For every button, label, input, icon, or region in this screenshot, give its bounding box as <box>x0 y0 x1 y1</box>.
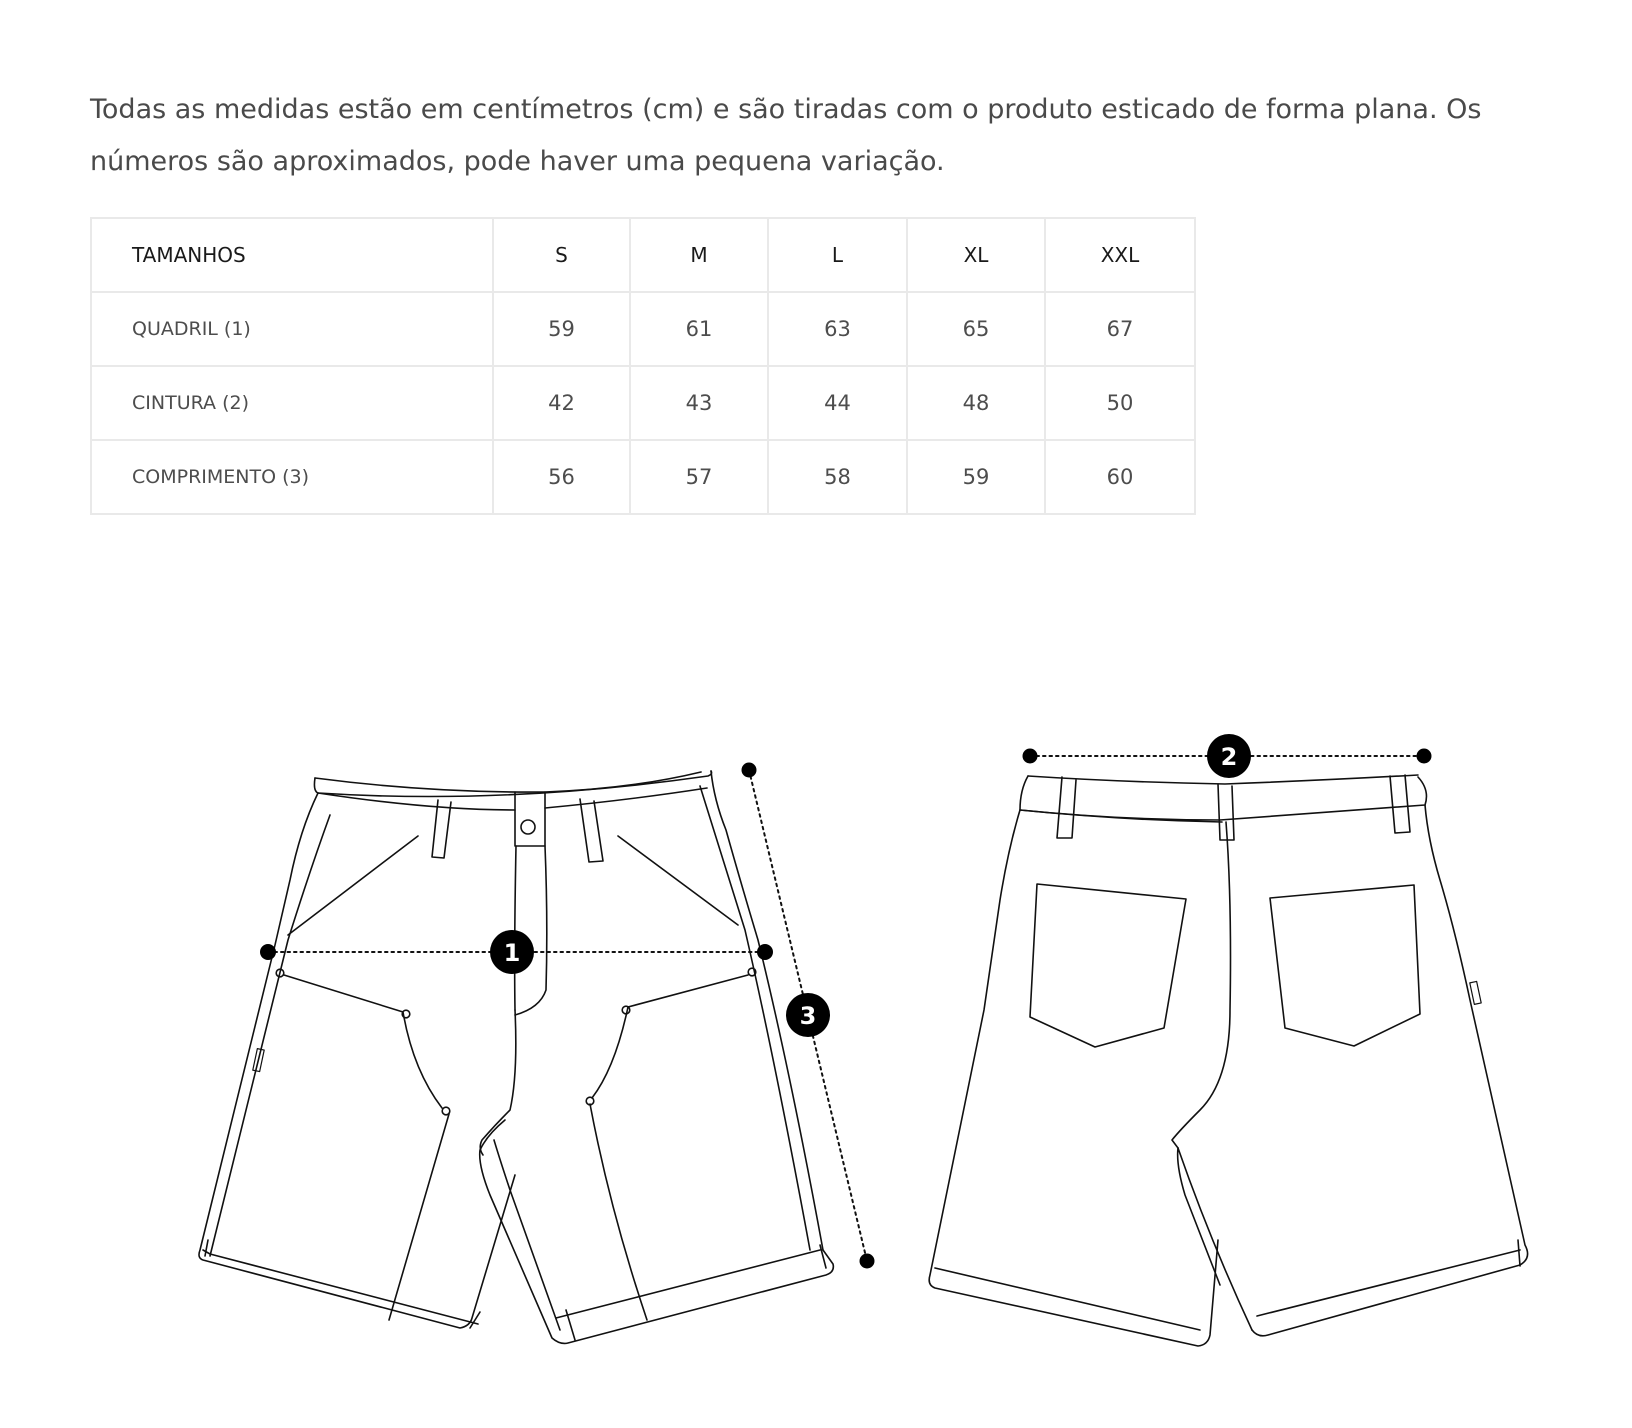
table-cell: 60 <box>1045 440 1195 514</box>
length-marker-badge <box>786 993 830 1037</box>
table-cell: 56 <box>493 440 630 514</box>
row-label-hip: QUADRIL (1) <box>91 292 493 366</box>
table-cell: 42 <box>493 366 630 440</box>
waist-end-point <box>1417 749 1432 764</box>
header-size-s: S <box>493 218 630 292</box>
table-cell: 61 <box>630 292 768 366</box>
table-cell: 59 <box>907 440 1045 514</box>
header-label: TAMANHOS <box>91 218 493 292</box>
table-cell: 44 <box>768 366 907 440</box>
hip-measurement <box>260 930 773 974</box>
table-cell: 67 <box>1045 292 1195 366</box>
table-cell: 43 <box>630 366 768 440</box>
table-cell: 50 <box>1045 366 1195 440</box>
table-cell: 63 <box>768 292 907 366</box>
length-marker-label: 3 <box>799 1002 817 1030</box>
waist-marker-badge <box>1207 734 1251 778</box>
hip-marker-badge <box>490 930 534 974</box>
table-cell: 58 <box>768 440 907 514</box>
shorts-back-illustration <box>929 775 1527 1346</box>
table-cell: 65 <box>907 292 1045 366</box>
hip-marker-label: 1 <box>503 939 521 967</box>
row-label-length: COMPRIMENTO (3) <box>91 440 493 514</box>
header-size-xxl: XXL <box>1045 218 1195 292</box>
table-cell: 48 <box>907 366 1045 440</box>
waist-measurement <box>1023 734 1432 778</box>
header-size-m: M <box>630 218 768 292</box>
table-cell: 57 <box>630 440 768 514</box>
length-start-point <box>742 763 757 778</box>
hip-start-point <box>260 944 276 960</box>
row-label-waist: CINTURA (2) <box>91 366 493 440</box>
hip-end-point <box>757 944 773 960</box>
length-end-point <box>860 1254 875 1269</box>
header-size-xl: XL <box>907 218 1045 292</box>
shorts-front-illustration <box>199 771 833 1343</box>
waist-marker-label: 2 <box>1220 743 1238 771</box>
header-size-l: L <box>768 218 907 292</box>
waist-start-point <box>1023 749 1038 764</box>
intro-text: Todas as medidas estão em centímetros (cm) e são tiradas com o produto esticado de forma plana. Os números são aproximados, pode haver uma pequena variação. <box>90 94 1482 177</box>
table-cell: 59 <box>493 292 630 366</box>
length-measurement <box>742 763 875 1269</box>
